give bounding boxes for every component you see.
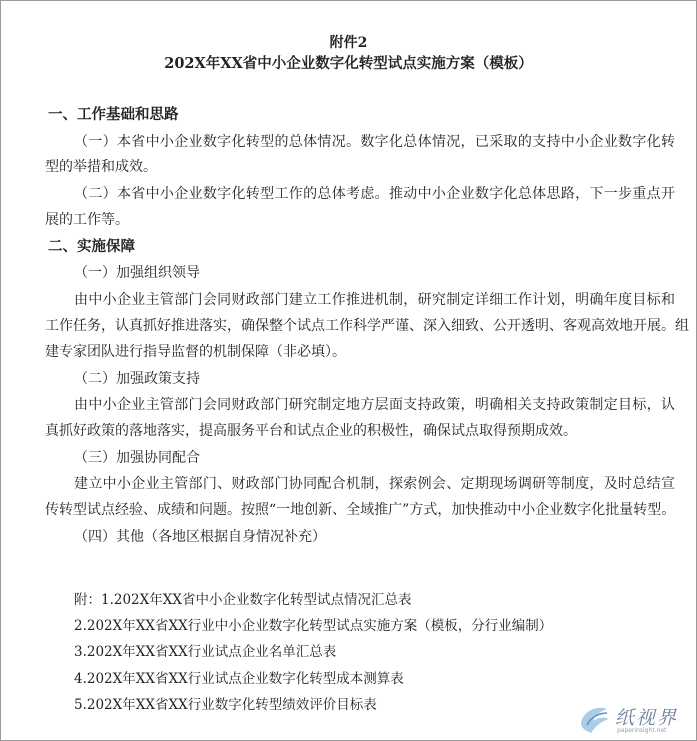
list-item: 5.202X年XX省XX行业数字化转型绩效评价目标表 <box>74 697 377 713</box>
attachment-label: 附件2 <box>329 35 368 51</box>
paragraph-line: 展的工作等。 <box>45 212 129 228</box>
paragraph-text: （一）本省中小企业数字化转型的总体情况。数字化总体情况，已采取的支持中小企业数字化转 <box>74 134 675 150</box>
paragraph-line <box>74 291 675 309</box>
paragraph-line: 型的举措和成效。 <box>45 159 157 175</box>
paragraph-text: 建立中小企业主管部门、财政部门协同配合机制，探索例会、定期现场调研等制度，及时总结宣 <box>74 476 675 492</box>
list-item: 4.202X年XX省XX行业试点企业数字化转型成本测算表 <box>74 671 404 687</box>
list-item: 附：1.202X年XX省中小企业数字化转型试点情况汇总表 <box>74 592 412 608</box>
paragraph-line <box>74 133 675 151</box>
list-item: 2.202X年XX省XX行业中小企业数字化转型试点实施方案（模板，分行业编制） <box>74 618 553 634</box>
paragraph-line <box>74 396 675 414</box>
subsection-title: （一）加强组织领导 <box>74 265 200 281</box>
list-item: 3.202X年XX省XX行业试点企业名单汇总表 <box>74 644 337 660</box>
section-heading-1: 一、工作基础和思路 <box>48 106 179 123</box>
section-heading-2: 二、实施保障 <box>48 238 135 255</box>
watermark-text: 纸视界 <box>615 707 679 729</box>
paragraph-text: 工作任务，认真抓好推进落实，确保整个试点工作科学严谨、深入细致、公开透明、客观高效地开展。组 <box>45 318 689 334</box>
paragraph-text: （二）本省中小企业数字化转型工作的总体考虑。推动中小企业数字化总体思路，下一步重点开 <box>74 186 675 202</box>
paragraph-line <box>74 185 675 203</box>
subsection-title: （四）其他（各地区根据自身情况补充） <box>74 529 326 545</box>
subsection-title: （二）加强政策支持 <box>74 371 200 387</box>
paragraph-text: 由中小企业主管部门会同财政部门研究制定地方层面支持政策，明确相关支持政策制定目标，认 <box>74 397 675 413</box>
subsection-title: （三）加强协同配合 <box>74 450 200 466</box>
paragraph-line: 建专家团队进行指导监督的机制保障（非必填）。 <box>45 344 346 360</box>
watermark-logo-icon <box>577 703 613 737</box>
watermark <box>577 703 687 735</box>
paragraph-text: 由中小企业主管部门会同财政部门建立工作推进机制，研究制定详细工作计划，明确年度目标和 <box>74 292 675 308</box>
paragraph-line <box>74 475 675 493</box>
paragraph-line: 真抓好政策的落地落实，提高服务平台和试点企业的积极性，确保试点取得预期成效。 <box>45 423 577 439</box>
watermark-subtext: paperinsight.net <box>617 727 667 734</box>
paragraph-text: 传转型试点经验、成绩和问题。按照“一地创新、全域推广”方式，加快推动中小企业数字化批量转型。 <box>45 502 676 518</box>
document-title: 202X年XX省中小企业数字化转型试点实施方案（模板） <box>164 55 533 72</box>
paragraph-line <box>45 501 675 519</box>
paragraph-line <box>45 317 689 335</box>
